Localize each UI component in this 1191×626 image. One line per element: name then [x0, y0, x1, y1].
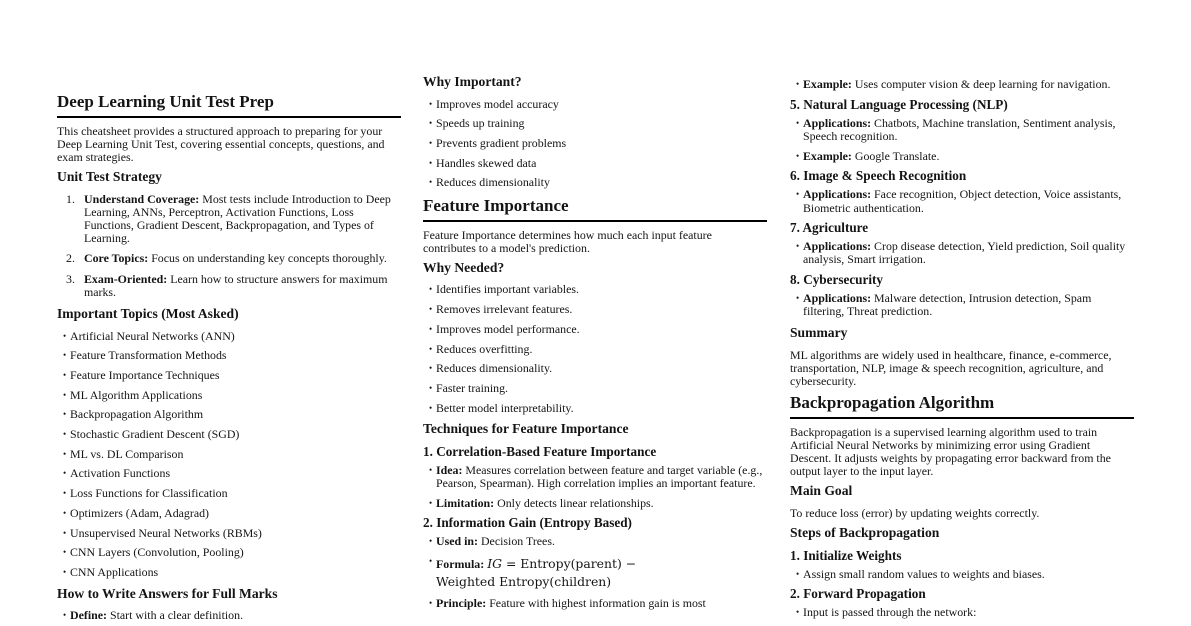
numbered-heading: 8. Cybersecurity — [790, 272, 884, 288]
subsection-heading: Important Topics (Most Asked) — [57, 306, 239, 322]
bullet-list — [790, 292, 1134, 318]
item-text: Prevents gradient problems — [436, 135, 567, 150]
item-label: Principle: — [436, 595, 487, 610]
list-item — [57, 193, 401, 246]
list-item — [423, 535, 767, 548]
bullet-marker: • — [796, 568, 800, 579]
bullet-list — [790, 568, 1134, 581]
paragraph: Backpropagation is a supervised learning algorithm used to train Artificial Neural Networks by minimizing error using Gradient Descent. It adjusts weights by propagating error backward from the output layer to the input layer. — [790, 424, 1111, 479]
item-text — [436, 555, 767, 590]
list-item — [790, 117, 1134, 143]
bullet-marker: • — [429, 402, 433, 413]
list-item — [790, 292, 1134, 318]
bullet-marker: • — [63, 389, 67, 400]
bullet-list — [423, 283, 767, 414]
bullet-marker: • — [429, 304, 433, 315]
list-item — [423, 137, 767, 150]
list-item — [423, 402, 767, 415]
bullet-marker: • — [429, 597, 433, 608]
item-body-text: Decision Trees. — [480, 534, 555, 549]
item-label: Limitation: — [436, 495, 495, 510]
bullet-list — [790, 606, 1134, 619]
item-text — [803, 188, 1134, 214]
bullet-marker: • — [429, 98, 433, 109]
list-item — [790, 78, 1134, 91]
item-text: Stochastic Gradient Descent (SGD) — [70, 427, 240, 442]
numbered-list — [57, 193, 401, 299]
item-text — [84, 193, 401, 246]
numbered-heading: 2. Information Gain (Entropy Based) — [423, 515, 632, 531]
item-body-text: Learn how to structure answers for maximum marks. — [84, 271, 388, 299]
numbered-heading: 1. Correlation-Based Feature Importance — [423, 443, 657, 459]
bullet-marker: • — [63, 350, 67, 361]
item-text: Artificial Neural Networks (ANN) — [70, 328, 235, 343]
item-text: Improves model performance. — [436, 321, 580, 336]
item-text: Removes irrelevant features. — [436, 302, 573, 317]
list-item — [423, 464, 767, 490]
item-label: Applications: — [803, 239, 872, 254]
bullet-marker: • — [63, 468, 67, 479]
item-text: Assign small random values to weights and biases. — [803, 566, 1045, 581]
bullet-marker: • — [429, 536, 433, 547]
item-text: Unsupervised Neural Networks (RBMs) — [70, 525, 262, 540]
bullet-marker: • — [429, 382, 433, 393]
item-text: Reduces dimensionality. — [436, 361, 553, 376]
item-text: Reduces dimensionality — [436, 175, 550, 190]
numbered-heading: 2. Forward Propagation — [790, 586, 926, 602]
bullet-marker: • — [429, 497, 433, 508]
item-text: Activation Functions — [70, 466, 171, 481]
subsection-heading: Why Important? — [423, 74, 522, 89]
item-text: Optimizers (Adam, Adagrad) — [70, 505, 210, 520]
item-text — [436, 597, 767, 610]
subsection-heading: Why Needed? — [423, 259, 505, 275]
bullet-marker: • — [796, 241, 800, 252]
item-label: Core Topics: — [84, 251, 149, 266]
item-label: Example: — [803, 148, 852, 163]
item-body-text: Most tests include Introduction to Deep Learning, ANNs, Perceptron, Activation Functions, Loss Functions, Gradient Descent, Backpropagation, and Types of Learning. — [84, 191, 391, 246]
list-item — [423, 382, 767, 395]
bullet-marker: • — [429, 157, 433, 168]
item-label: Formula: — [436, 557, 485, 572]
bullet-marker: • — [429, 343, 433, 354]
list-item — [423, 303, 767, 316]
item-number: 2. — [66, 251, 75, 266]
item-label: Applications: — [803, 115, 872, 130]
list-item — [423, 555, 767, 590]
numbered-heading: 7. Agriculture — [790, 220, 869, 236]
numbered-heading: 6. Image & Speech Recognition — [790, 168, 967, 184]
list-item — [423, 283, 767, 296]
item-label: Example: — [803, 77, 852, 91]
bullet-marker: • — [63, 566, 67, 577]
list-item — [423, 497, 767, 510]
paragraph: Feature Importance determines how much each input feature contributes to a model's prediction. — [423, 227, 712, 255]
bullet-marker: • — [796, 189, 800, 200]
list-item — [423, 597, 767, 610]
item-body-text: Only detects linear relationships. — [497, 495, 654, 510]
list-item — [57, 487, 401, 500]
column-1 — [57, 88, 401, 626]
bullet-marker: • — [429, 137, 433, 148]
bullet-marker: • — [63, 330, 67, 341]
bullet-list — [423, 98, 767, 190]
math-variable: IG — [487, 556, 502, 572]
item-body-text: Google Translate. — [854, 148, 940, 163]
bullet-marker: • — [429, 464, 433, 475]
item-text — [803, 240, 1134, 266]
list-item — [423, 157, 767, 170]
bullet-marker: • — [63, 507, 67, 518]
list-item — [423, 362, 767, 375]
item-text — [84, 252, 401, 265]
math-expression: = Entropy(parent) − — [502, 556, 637, 572]
list-item — [790, 150, 1134, 163]
item-body-text: Malware detection, Intrusion detection, Spam filtering, Threat prediction. — [803, 291, 1092, 319]
column-3 — [790, 78, 1134, 626]
list-item — [423, 98, 767, 111]
bullet-marker: • — [63, 527, 67, 538]
item-text: Loss Functions for Classification — [70, 486, 228, 501]
item-text — [803, 78, 1134, 91]
bullet-marker: • — [429, 323, 433, 334]
item-body-text: Focus on understanding key concepts thoroughly. — [151, 251, 387, 266]
item-text — [84, 273, 401, 299]
subsection-heading: How to Write Answers for Full Marks — [57, 585, 278, 601]
list-item — [57, 609, 401, 622]
item-text — [70, 609, 401, 622]
bullet-marker: • — [796, 607, 800, 618]
list-item — [57, 507, 401, 520]
list-item — [423, 117, 767, 130]
bullet-marker: • — [796, 293, 800, 304]
bullet-list — [57, 330, 401, 580]
item-text: Identifies important variables. — [436, 282, 579, 297]
item-label: Understand Coverage: — [84, 191, 200, 206]
bullet-marker: • — [63, 429, 67, 440]
item-text: Input is passed through the network: — [803, 605, 977, 620]
list-item — [57, 428, 401, 441]
bullet-marker: • — [63, 488, 67, 499]
bullet-marker: • — [796, 150, 800, 161]
paragraph: To reduce loss (error) by updating weights correctly. — [790, 505, 1040, 520]
item-label: Applications: — [803, 187, 872, 202]
list-item — [57, 448, 401, 461]
list-item — [57, 369, 401, 382]
list-item — [57, 273, 401, 299]
bullet-list — [790, 188, 1134, 214]
item-label: Applications: — [803, 291, 872, 306]
list-item — [790, 606, 1134, 619]
item-body-text: Uses computer vision & deep learning for navigation. — [854, 77, 1111, 91]
bullet-marker: • — [63, 448, 67, 459]
list-item — [57, 527, 401, 540]
item-text: CNN Layers (Convolution, Pooling) — [70, 545, 244, 560]
item-body-text: Start with a clear definition. — [109, 608, 244, 623]
bullet-list — [423, 535, 767, 609]
list-item — [423, 323, 767, 336]
section-heading: Deep Learning Unit Test Prep — [57, 92, 401, 118]
item-text: Better model interpretability. — [436, 400, 574, 415]
numbered-heading: 5. Natural Language Processing (NLP) — [790, 96, 1008, 112]
list-item — [57, 546, 401, 559]
item-text — [803, 292, 1134, 318]
bullet-marker: • — [429, 118, 433, 129]
list-item — [423, 176, 767, 189]
list-item — [57, 408, 401, 421]
bullet-marker: • — [429, 284, 433, 295]
paragraph: ML algorithms are widely used in healthcare, finance, e-commerce, transportation, NLP, image & speech recognition, agriculture, and cybersecurity. — [790, 347, 1112, 388]
item-body-text: Face recognition, Object detection, Voice assistants, Biometric authentication. — [803, 187, 1122, 215]
subsection-heading: Unit Test Strategy — [57, 169, 162, 185]
item-label: Used in: — [436, 534, 478, 549]
item-text: Reduces overfitting. — [436, 341, 533, 356]
bullet-list — [790, 117, 1134, 163]
column-2 — [423, 74, 767, 616]
list-item — [57, 349, 401, 362]
item-number: 3. — [66, 271, 75, 286]
list-item — [57, 467, 401, 480]
item-text: ML Algorithm Applications — [70, 387, 203, 402]
section-heading: Feature Importance — [423, 196, 767, 222]
bullet-marker: • — [63, 547, 67, 558]
subsection-heading: Techniques for Feature Importance — [423, 421, 629, 437]
bullet-marker: • — [429, 556, 433, 567]
item-text — [436, 535, 767, 548]
numbered-heading: 1. Initialize Weights — [790, 547, 902, 563]
subsection-heading: Steps of Backpropagation — [790, 525, 940, 541]
bullet-marker: • — [63, 369, 67, 380]
bullet-list — [423, 464, 767, 510]
section-heading: Backpropagation Algorithm — [790, 393, 1134, 419]
bullet-list — [790, 240, 1134, 266]
subsection-heading: Summary — [790, 325, 848, 341]
bullet-marker: • — [796, 79, 800, 89]
subsection-heading: Main Goal — [790, 483, 853, 499]
bullet-marker: • — [63, 610, 67, 621]
item-text: Speeds up training — [436, 116, 525, 131]
item-label: Exam-Oriented: — [84, 271, 168, 286]
item-body-text: Feature with highest information gain is most — [489, 595, 706, 610]
item-text: Faster training. — [436, 380, 508, 395]
item-text: Feature Transformation Methods — [70, 348, 227, 363]
bullet-marker: • — [429, 363, 433, 374]
math-expression-line2: Weighted Entropy(children) — [436, 573, 612, 589]
list-item — [790, 568, 1134, 581]
list-item — [790, 188, 1134, 214]
bullet-marker: • — [63, 409, 67, 420]
item-text — [803, 117, 1134, 143]
item-body-text: Measures correlation between feature and target variable (e.g., Pearson, Spearman). High correlation implies an important feature. — [436, 462, 763, 491]
paragraph: This cheatsheet provides a structured approach to preparing for your Deep Learning Unit Test, covering essential concepts, questions, and exam strategies. — [57, 123, 385, 164]
list-item — [423, 343, 767, 356]
item-number: 1. — [66, 191, 75, 206]
bullet-list — [57, 609, 401, 622]
item-body-text: Chatbots, Machine translation, Sentiment analysis, Speech recognition. — [803, 115, 1116, 143]
list-item — [57, 389, 401, 402]
list-item — [57, 330, 401, 343]
list-item — [57, 566, 401, 579]
item-body-text: Crop disease detection, Yield prediction, Soil quality analysis, Smart irrigation. — [803, 239, 1126, 267]
list-item — [790, 240, 1134, 266]
item-text: Handles skewed data — [436, 155, 537, 170]
item-text: Backpropagation Algorithm — [70, 407, 204, 422]
item-text — [803, 150, 1134, 163]
item-text: CNN Applications — [70, 564, 159, 579]
bullet-list — [790, 78, 1134, 91]
item-text: Improves model accuracy — [436, 96, 559, 111]
item-text — [436, 464, 767, 490]
item-text: ML vs. DL Comparison — [70, 446, 184, 461]
item-text — [436, 497, 767, 510]
list-item — [57, 252, 401, 265]
item-label: Define: — [70, 608, 107, 623]
bullet-marker: • — [429, 177, 433, 188]
item-label: Idea: — [436, 462, 463, 477]
bullet-marker: • — [796, 117, 800, 128]
item-text: Feature Importance Techniques — [70, 367, 220, 382]
